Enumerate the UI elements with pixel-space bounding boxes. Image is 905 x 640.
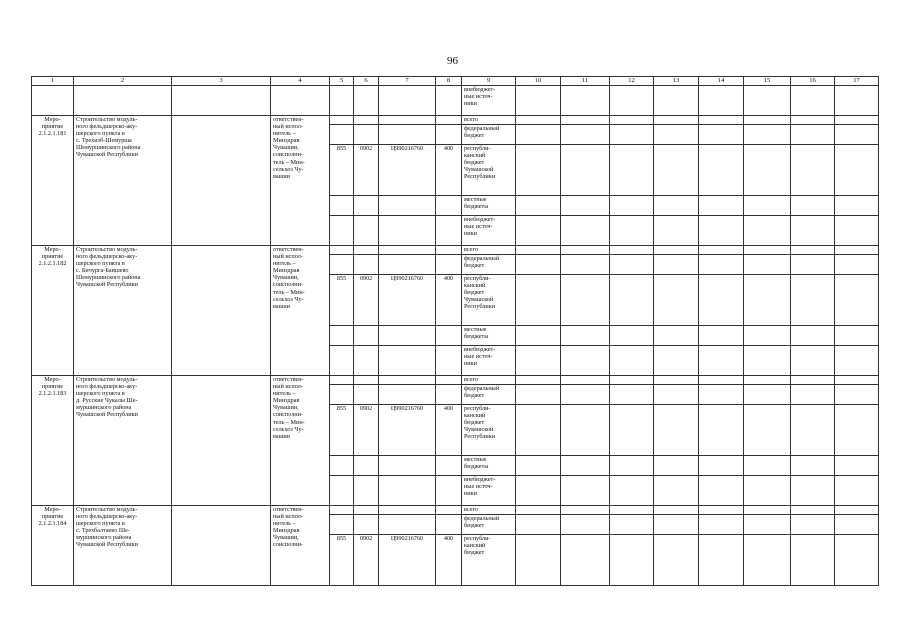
value-cell	[654, 506, 699, 515]
value-cell	[654, 346, 699, 376]
value-cell	[744, 535, 791, 586]
value-cell	[561, 246, 610, 255]
funding-source-cell: внебюджет- ные источ- ники	[462, 86, 516, 116]
value-cell	[791, 255, 835, 275]
empty-cell	[330, 346, 354, 376]
value-cell	[610, 196, 654, 216]
value-cell	[516, 506, 561, 515]
value-cell	[561, 535, 610, 586]
value-cell	[835, 506, 879, 515]
col-header: 5	[330, 77, 354, 86]
empty-cell	[330, 326, 354, 346]
funding-source-cell: внебюджет- ные источ- ники	[462, 476, 516, 506]
empty-cell	[330, 515, 354, 535]
funding-source-cell: внебюджет- ные источ- ники	[462, 346, 516, 376]
value-cell	[516, 515, 561, 535]
empty-cell	[354, 196, 379, 216]
value-cell	[699, 476, 744, 506]
col-header: 6	[354, 77, 379, 86]
empty-cell	[330, 385, 354, 405]
grbs-code-cell: 855	[330, 275, 354, 326]
value-cell	[791, 385, 835, 405]
value-cell	[561, 376, 610, 385]
section-code-cell: 0902	[354, 535, 379, 586]
value-cell	[791, 405, 835, 456]
responsible-cell: ответствен- ный испол- нитель – Минздрав Чувашии, соисполни- тель – Мин- сельхоз Чу- вашии	[271, 246, 330, 376]
empty-cell	[436, 125, 462, 145]
empty-cell	[330, 506, 354, 515]
value-cell	[699, 326, 744, 346]
empty-cell	[436, 515, 462, 535]
value-cell	[835, 405, 879, 456]
value-cell	[561, 216, 610, 246]
empty-cell	[354, 246, 379, 255]
responsible-cell: ответствен- ный испол- нитель – Минздрав Чувашии, соисполни-	[271, 506, 330, 586]
value-cell	[744, 125, 791, 145]
value-cell	[744, 456, 791, 476]
col-header: 13	[654, 77, 699, 86]
value-cell	[610, 275, 654, 326]
value-cell	[699, 385, 744, 405]
col-header: 14	[699, 77, 744, 86]
empty-cell	[330, 476, 354, 506]
value-cell	[699, 125, 744, 145]
value-cell	[791, 216, 835, 246]
measure-name-cell: Строительство модуль- ного фельдшерско-аку- шерского пункта в с. Бичурга-Баишево Шемуршинского района Чувашской Республики	[74, 246, 172, 376]
value-cell	[744, 506, 791, 515]
measure-name-cell: Строительство модуль- ного фельдшерско-аку- шерского пункта в с. Трехбалтаево Ше- муршинского района Чувашской Республики	[74, 506, 172, 586]
table-row	[32, 116, 879, 125]
empty-cell	[354, 515, 379, 535]
value-cell	[610, 506, 654, 515]
empty-cell	[354, 125, 379, 145]
value-cell	[561, 326, 610, 346]
responsible-cell: ответствен- ный испол- нитель – Минздрав Чувашии, соисполни- тель – Мин- сельхоз Чу- вашии	[271, 376, 330, 506]
value-cell	[744, 216, 791, 246]
value-cell	[791, 456, 835, 476]
value-cell	[744, 246, 791, 255]
value-cell	[791, 535, 835, 586]
value-cell	[835, 196, 879, 216]
funding-source-cell: федеральный бюджет	[462, 125, 516, 145]
value-cell	[699, 275, 744, 326]
target-article-cell: Ц990216760	[379, 535, 436, 586]
empty-cell	[379, 476, 436, 506]
value-cell	[561, 196, 610, 216]
value-cell	[654, 376, 699, 385]
col-header: 1	[32, 77, 74, 86]
value-cell	[610, 535, 654, 586]
expense-type-cell: 400	[436, 145, 462, 196]
value-cell	[516, 456, 561, 476]
value-cell	[561, 255, 610, 275]
value-cell	[835, 246, 879, 255]
value-cell	[699, 456, 744, 476]
empty-cell	[330, 456, 354, 476]
value-cell	[516, 376, 561, 385]
empty-cell	[172, 376, 271, 506]
value-cell	[835, 145, 879, 196]
empty-cell	[379, 326, 436, 346]
empty-cell	[379, 456, 436, 476]
value-cell	[835, 275, 879, 326]
value-cell	[516, 196, 561, 216]
empty-cell	[354, 385, 379, 405]
value-cell	[835, 385, 879, 405]
value-cell	[791, 376, 835, 385]
funding-source-cell: республи- канский бюджет Чувашской Республики	[462, 405, 516, 456]
value-cell	[791, 246, 835, 255]
table-row	[32, 376, 879, 385]
empty-cell	[379, 515, 436, 535]
value-cell	[561, 145, 610, 196]
funding-source-cell: местные бюджеты	[462, 196, 516, 216]
value-cell	[791, 506, 835, 515]
value-cell	[699, 506, 744, 515]
section-code-cell: 0902	[354, 405, 379, 456]
empty-cell	[354, 376, 379, 385]
funding-source-cell: республи- канский бюджет Чувашской Республики	[462, 145, 516, 196]
value-cell	[610, 116, 654, 125]
value-cell	[654, 275, 699, 326]
column-number-row	[32, 77, 879, 86]
empty-cell	[354, 116, 379, 125]
value-cell	[654, 116, 699, 125]
value-cell	[699, 216, 744, 246]
value-cell	[654, 125, 699, 145]
value-cell	[744, 275, 791, 326]
value-cell	[610, 405, 654, 456]
empty-cell	[330, 116, 354, 125]
value-cell	[699, 255, 744, 275]
empty-cell	[330, 125, 354, 145]
value-cell	[835, 116, 879, 125]
value-cell	[561, 346, 610, 376]
value-cell	[835, 456, 879, 476]
value-cell	[610, 515, 654, 535]
table-row	[32, 246, 879, 255]
empty-cell	[436, 246, 462, 255]
measure-id-cell: Меро- приятие 2.1.2.1.183	[32, 376, 74, 506]
measure-name-cell: Строительство модуль- ного фельдшерско-аку- шерского пункта в с. Трехизб-Шемурша Шемуршинского района Чувашской Республики	[74, 116, 172, 246]
value-cell	[654, 456, 699, 476]
col-header: 4	[271, 77, 330, 86]
empty-cell	[379, 246, 436, 255]
value-cell	[835, 326, 879, 346]
value-cell	[699, 535, 744, 586]
empty-cell	[379, 216, 436, 246]
value-cell	[791, 275, 835, 326]
value-cell	[791, 116, 835, 125]
value-cell	[744, 255, 791, 275]
funding-source-cell: федеральный бюджет	[462, 515, 516, 535]
empty-cell	[379, 346, 436, 376]
measure-id-cell: Меро- приятие 2.1.2.1.182	[32, 246, 74, 376]
empty-cell	[354, 255, 379, 275]
value-cell	[699, 196, 744, 216]
value-cell	[561, 275, 610, 326]
value-cell	[516, 476, 561, 506]
value-cell	[561, 405, 610, 456]
value-cell	[654, 255, 699, 275]
empty-cell	[436, 476, 462, 506]
empty-cell	[354, 476, 379, 506]
value-cell	[516, 216, 561, 246]
empty-cell	[436, 385, 462, 405]
value-cell	[561, 385, 610, 405]
value-cell	[654, 216, 699, 246]
value-cell	[835, 125, 879, 145]
value-cell	[610, 145, 654, 196]
measure-name-cell: Строительство модуль- ного фельдшерско-аку- шерского пункта в д. Русские Чукалы Ше- муршинского района Чувашской Республики	[74, 376, 172, 506]
value-cell	[654, 476, 699, 506]
empty-cell	[379, 376, 436, 385]
empty-cell	[436, 116, 462, 125]
value-cell	[610, 376, 654, 385]
grbs-code-cell: 855	[330, 405, 354, 456]
funding-source-cell: всего	[462, 506, 516, 515]
value-cell	[744, 145, 791, 196]
funding-source-cell: республи- канский бюджет	[462, 535, 516, 586]
value-cell	[516, 275, 561, 326]
value-cell	[744, 405, 791, 456]
value-cell	[561, 515, 610, 535]
empty-cell	[330, 246, 354, 255]
value-cell	[516, 385, 561, 405]
value-cell	[610, 385, 654, 405]
empty-cell	[379, 116, 436, 125]
table-row	[32, 506, 879, 515]
target-article-cell: Ц990216760	[379, 145, 436, 196]
value-cell	[610, 476, 654, 506]
value-cell	[516, 326, 561, 346]
value-cell	[654, 196, 699, 216]
empty-cell	[379, 125, 436, 145]
funding-source-cell: местные бюджеты	[462, 456, 516, 476]
value-cell	[699, 116, 744, 125]
col-header: 9	[462, 77, 516, 86]
empty-cell	[436, 376, 462, 385]
value-cell	[654, 405, 699, 456]
value-cell	[835, 346, 879, 376]
section-code-cell: 0902	[354, 275, 379, 326]
target-article-cell: Ц990216760	[379, 275, 436, 326]
funding-source-cell: федеральный бюджет	[462, 255, 516, 275]
empty-cell	[354, 506, 379, 515]
value-cell	[516, 116, 561, 125]
empty-cell	[379, 506, 436, 515]
value-cell	[610, 346, 654, 376]
col-header: 3	[172, 77, 271, 86]
value-cell	[654, 246, 699, 255]
col-header: 2	[74, 77, 172, 86]
value-cell	[561, 125, 610, 145]
value-cell	[699, 405, 744, 456]
value-cell	[835, 476, 879, 506]
value-cell	[654, 326, 699, 346]
value-cell	[561, 456, 610, 476]
col-header: 11	[561, 77, 610, 86]
col-header: 7	[379, 77, 436, 86]
value-cell	[610, 216, 654, 246]
value-cell	[744, 476, 791, 506]
value-cell	[835, 376, 879, 385]
funding-source-cell: федеральный бюджет	[462, 385, 516, 405]
target-article-cell: Ц990216760	[379, 405, 436, 456]
empty-cell	[436, 456, 462, 476]
empty-cell	[436, 506, 462, 515]
value-cell	[699, 346, 744, 376]
empty-cell	[436, 196, 462, 216]
grbs-code-cell: 855	[330, 535, 354, 586]
empty-cell	[379, 385, 436, 405]
value-cell	[654, 515, 699, 535]
value-cell	[654, 535, 699, 586]
page-number: 96	[447, 55, 458, 67]
value-cell	[654, 145, 699, 196]
section-code-cell: 0902	[354, 145, 379, 196]
empty-cell	[436, 326, 462, 346]
empty-cell	[436, 346, 462, 376]
value-cell	[835, 216, 879, 246]
empty-cell	[379, 196, 436, 216]
value-cell	[654, 385, 699, 405]
value-cell	[516, 255, 561, 275]
funding-source-cell: республи- канский бюджет Чувашской Республики	[462, 275, 516, 326]
empty-cell	[436, 216, 462, 246]
expense-type-cell: 400	[436, 535, 462, 586]
value-cell	[744, 326, 791, 346]
value-cell	[791, 476, 835, 506]
empty-cell	[330, 255, 354, 275]
value-cell	[791, 196, 835, 216]
value-cell	[561, 476, 610, 506]
col-header: 10	[516, 77, 561, 86]
value-cell	[516, 535, 561, 586]
empty-cell	[354, 346, 379, 376]
col-header: 17	[835, 77, 879, 86]
empty-cell	[354, 456, 379, 476]
empty-cell	[330, 376, 354, 385]
value-cell	[699, 145, 744, 196]
empty-cell	[172, 116, 271, 246]
empty-cell	[354, 216, 379, 246]
value-cell	[516, 405, 561, 456]
value-cell	[791, 326, 835, 346]
value-cell	[744, 515, 791, 535]
grbs-code-cell: 855	[330, 145, 354, 196]
value-cell	[561, 116, 610, 125]
value-cell	[744, 116, 791, 125]
funding-source-cell: внебюджет- ные источ- ники	[462, 216, 516, 246]
value-cell	[610, 326, 654, 346]
value-cell	[610, 456, 654, 476]
col-header: 16	[791, 77, 835, 86]
continued-row	[32, 86, 879, 116]
value-cell	[610, 125, 654, 145]
value-cell	[561, 506, 610, 515]
col-header: 12	[610, 77, 654, 86]
expense-type-cell: 400	[436, 405, 462, 456]
value-cell	[516, 246, 561, 255]
value-cell	[744, 346, 791, 376]
value-cell	[744, 376, 791, 385]
value-cell	[610, 255, 654, 275]
empty-cell	[379, 255, 436, 275]
value-cell	[835, 515, 879, 535]
value-cell	[699, 515, 744, 535]
value-cell	[791, 145, 835, 196]
value-cell	[791, 125, 835, 145]
measure-id-cell: Меро- приятие 2.1.2.1.184	[32, 506, 74, 586]
empty-cell	[436, 255, 462, 275]
value-cell	[516, 125, 561, 145]
value-cell	[744, 385, 791, 405]
value-cell	[791, 346, 835, 376]
col-header: 15	[744, 77, 791, 86]
value-cell	[516, 346, 561, 376]
value-cell	[610, 246, 654, 255]
value-cell	[791, 515, 835, 535]
empty-cell	[330, 196, 354, 216]
col-header: 8	[436, 77, 462, 86]
responsible-cell: ответствен- ный испол- нитель – Минздрав Чувашии, соисполни- тель – Мин- сельхоз Чу- вашии	[271, 116, 330, 246]
value-cell	[835, 535, 879, 586]
empty-cell	[172, 506, 271, 586]
empty-cell	[354, 326, 379, 346]
value-cell	[744, 196, 791, 216]
value-cell	[699, 246, 744, 255]
funding-source-cell: местные бюджеты	[462, 326, 516, 346]
measure-id-cell: Меро- приятие 2.1.2.1.181	[32, 116, 74, 246]
value-cell	[835, 255, 879, 275]
program-table	[31, 76, 879, 586]
expense-type-cell: 400	[436, 275, 462, 326]
funding-source-cell: всего	[462, 376, 516, 385]
funding-source-cell: всего	[462, 246, 516, 255]
value-cell	[699, 376, 744, 385]
empty-cell	[330, 216, 354, 246]
funding-source-cell: всего	[462, 116, 516, 125]
empty-cell	[172, 246, 271, 376]
value-cell	[516, 145, 561, 196]
